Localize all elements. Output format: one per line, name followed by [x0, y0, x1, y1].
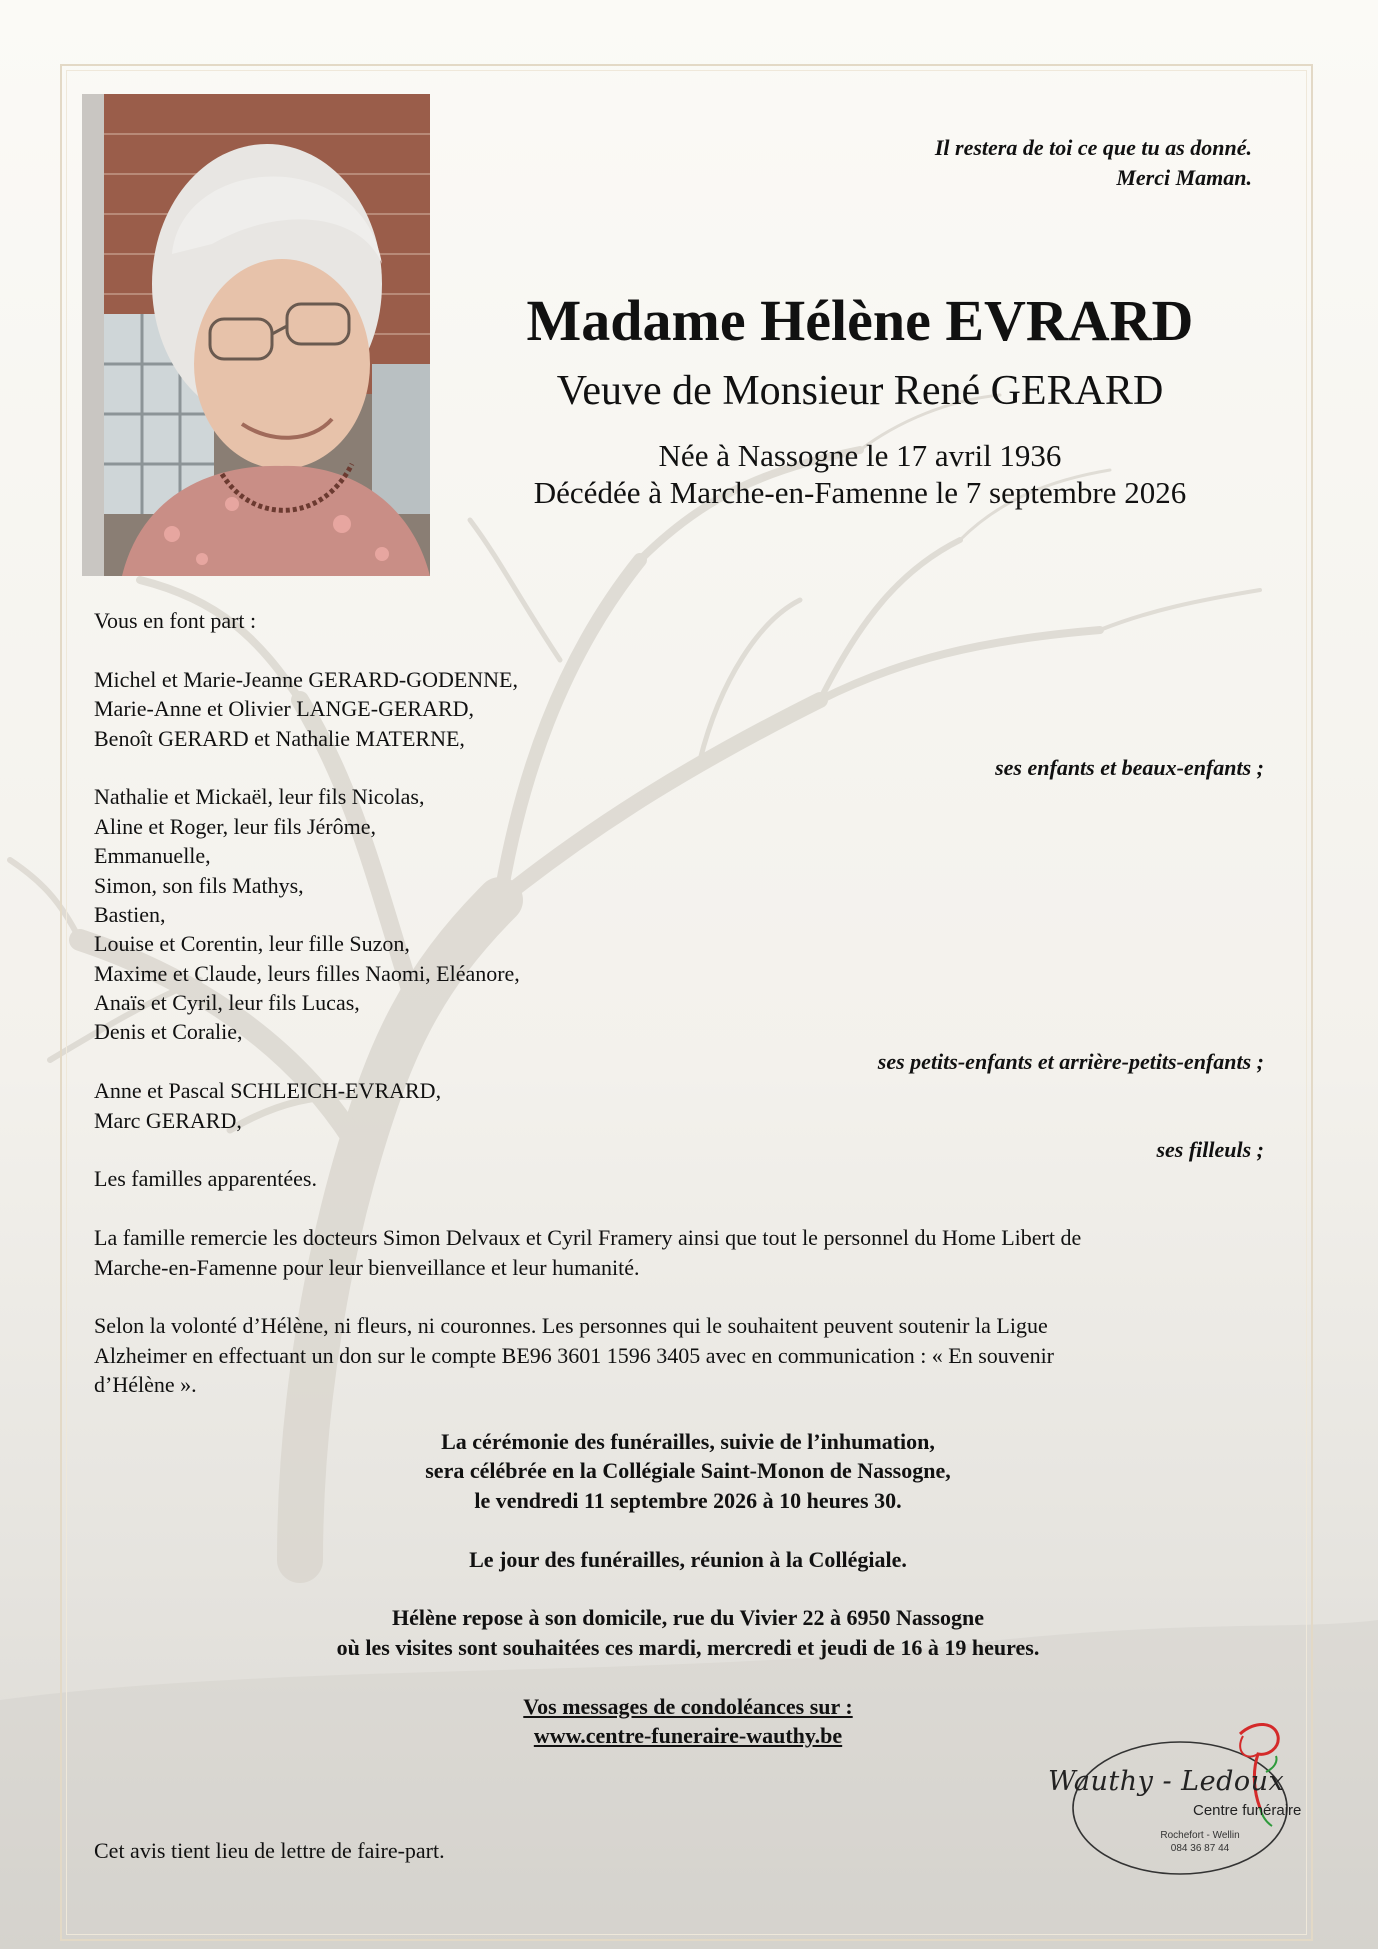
thanks-text: Marche-en-Famenne pour leur bienveillance et leur humanité. [94, 1254, 640, 1280]
grandchildren-label: ses petits-enfants et arrière-petits-enfants ; [877, 1048, 1264, 1074]
thanks-text: La famille remercie les docteurs Simon Delvaux et Cyril Framery ainsi que tout le personnel du Home Libert de [94, 1225, 1082, 1251]
logo-location: Rochefort - Wellin [1160, 1830, 1240, 1841]
godchildren-entry: Anne et Pascal SCHLEICH-EVRARD, [94, 1078, 442, 1104]
donation-text: Alzheimer en effectuant un don sur le compte BE96 3601 1596 3405 avec en communication : « En souvenir [94, 1342, 1055, 1368]
grandchildren-entry: Aline et Roger, leur fils Jérôme, [94, 813, 376, 839]
rest-info: Hélène repose à son domicile, rue du Vivier 22 à 6950 Nassogne [392, 1605, 984, 1631]
logo-phone: 084 36 87 44 [1170, 1843, 1230, 1854]
meeting-info: Le jour des funérailles, réunion à la Collégiale. [469, 1546, 907, 1572]
ceremony-details [188, 1427, 1188, 1750]
intro-text: Vous en font part : [94, 608, 257, 633]
godchildren-entry: Marc GERARD, [94, 1107, 242, 1133]
grandchildren-entry: Louise et Corentin, leur fille Suzon, [94, 931, 410, 957]
grandchildren-entry: Nathalie et Mickaël, leur fils Nicolas, [94, 784, 425, 810]
children-label: ses enfants et beaux-enfants ; [995, 754, 1264, 780]
children-entry: Benoît GERARD et Nathalie MATERNE, [94, 725, 465, 751]
logo-subtitle: Centre funéraire [1193, 1802, 1302, 1819]
children-entry: Marie-Anne et Olivier LANGE-GERARD, [94, 696, 475, 722]
life-dates [490, 437, 1230, 511]
logo-contact [1140, 1829, 1260, 1855]
birth-date: Née à Nassogne le 17 avril 1936 [658, 438, 1062, 473]
grandchildren-entry: Anaïs et Cyril, leur fils Lucas, [94, 990, 360, 1016]
death-date: Décédée à Marche-en-Famenne le 7 septembre 2026 [533, 475, 1187, 510]
families-text: Les familles apparentées. [94, 1166, 317, 1192]
ceremony-line: sera célébrée en la Collégiale Saint-Monon de Nassogne, [425, 1458, 951, 1484]
godchildren-label: ses filleuls ; [1156, 1137, 1264, 1163]
grandchildren-entry: Simon, son fils Mathys, [94, 872, 304, 898]
ceremony-line: La cérémonie des funérailles, suivie de l’inhumation, [441, 1429, 935, 1454]
grandchildren-entry: Emmanuelle, [94, 843, 211, 869]
epitaph-quote [752, 133, 1252, 193]
announcement-body [94, 606, 1274, 1400]
grandchildren-entry: Maxime et Claude, leurs filles Naomi, Eléanore, [94, 960, 520, 986]
grandchildren-entry: Denis et Coralie, [94, 1019, 243, 1045]
condolences-label: Vos messages de condoléances sur : [523, 1693, 853, 1719]
ceremony-line: le vendredi 11 septembre 2026 à 10 heures 30. [474, 1487, 902, 1513]
grandchildren-entry: Bastien, [94, 901, 166, 927]
donation-text: d’Hélène ». [94, 1372, 197, 1398]
condolences-link[interactable]: www.centre-funeraire-wauthy.be [533, 1722, 843, 1748]
donation-text: Selon la volonté d’Hélène, ni fleurs, ni couronnes. Les personnes qui le souhaitent peuvent soutenir la Ligue [94, 1313, 1048, 1339]
rest-info: où les visites sont souhaitées ces mardi, mercredi et jeudi de 16 à 19 heures. [336, 1634, 1040, 1660]
widow-of: Veuve de Monsieur René GERARD [556, 368, 1164, 414]
quote-line: Merci Maman. [1116, 165, 1252, 190]
logo-brand: Wauthy - Ledoux [1048, 1766, 1285, 1797]
footer-note: Cet avis tient lieu de lettre de faire-part. [94, 1838, 445, 1863]
children-entry: Michel et Marie-Jeanne GERARD-GODENNE, [94, 666, 518, 692]
deceased-name: Madame Hélène EVRARD [526, 288, 1194, 353]
quote-line: Il restera de toi ce que tu as donné. [934, 135, 1252, 160]
portrait-photo [82, 94, 430, 576]
funeral-home-logo [1040, 1712, 1320, 1892]
